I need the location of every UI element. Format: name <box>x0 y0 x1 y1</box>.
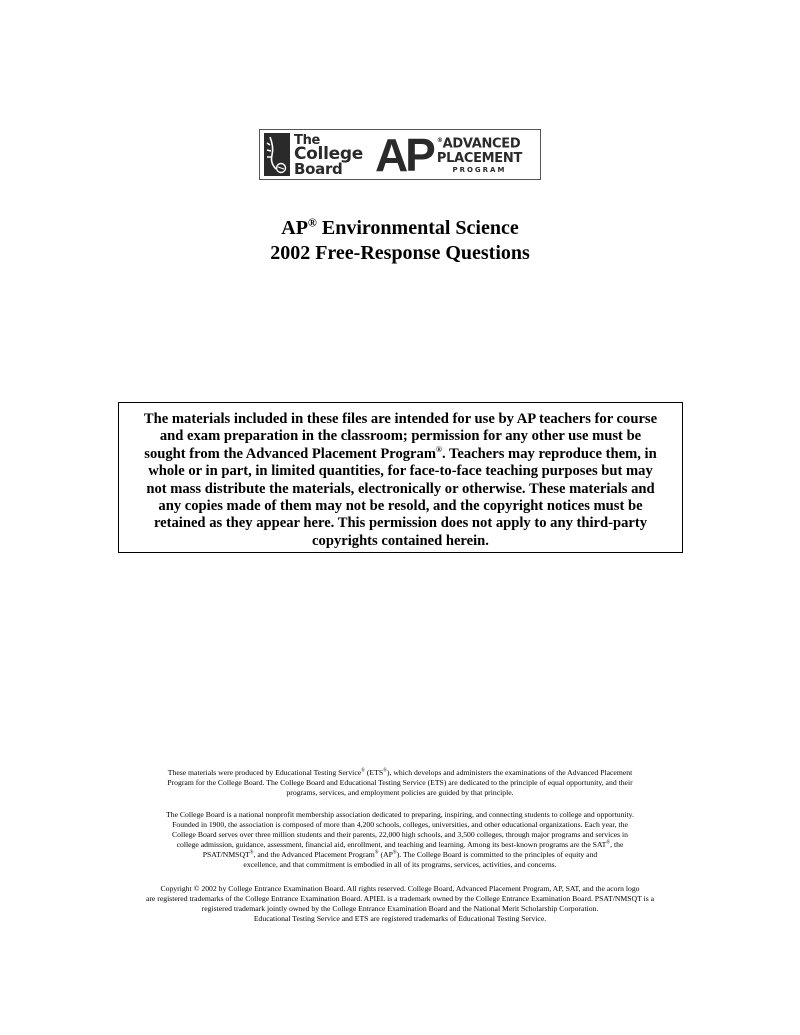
copyright-paragraph: Copyright © 2002 by College Entrance Examination Board. All rights reserved. College Board, Advanced Placement Program, AP, SAT, and the acorn logo are registered trademarks of the College Entrance Examination Board. APIEL is a trademark owned by the College Entrance Examination Board. PSAT/NMSQT is a registered trademark jointly owned by the College Entrance Examination Board and the National Merit Scholarship Corporation. Educational Testing Service and ETS are registered trademarks of Educational Testing Service. <box>145 884 655 924</box>
college-board-paragraph: The College Board is a national nonprofit membership association dedicated to preparing, inspiring, and connecting students to college and opportunity. Founded in 1900, the association is composed of more than 4,200 schools, colleges, universities, and other educational organizations. Each year, the College Board serves over three million students and their parents, 22,000 high schools, and 3,500 colleges, through major programs and services in college admission, guidance, assessment, financial aid, enrollment, and teaching and learning. Among its best-known programs are the SAT®, the PSAT/NMSQT®, and the Advanced Placement Program® (AP®). The College Board is committed to the principles of equity and excellence, and that commitment is embodied in all of its programs, services, activities, and concerns. <box>166 810 634 870</box>
ets-paragraph: These materials were produced by Educational Testing Service® (ETS®), which develops and administers the examinations of the Advanced Placement Program for the College Board. The College Board and Educational Testing Service (ETS) are dedicated to the principle of equal opportunity, and their programs, services, and employment policies are guided by that principle. <box>167 768 633 798</box>
title-line-1: AP® Environmental Science <box>281 215 519 239</box>
college-board-ap-logo <box>259 129 541 180</box>
title-line-2: 2002 Free-Response Questions <box>270 242 530 264</box>
acorn-logo-icon <box>264 133 290 176</box>
ap-logo-letters: AP <box>374 128 433 181</box>
permission-notice-box: The materials included in these files are intended for use by AP teachers for course and exam preparation in the classroom; permission for any other use must be sought from the Advanced Placement Program®. Teachers may reproduce them, in whole or in part, in limited quantities, for face-to-face teaching purposes but may not mass distribute the materials, electronically or otherwise. These materials and any copies made of them may not be resold, and the copyright notices must be retained as they appear here. This permission does not apply to any third-party copyrights contained herein. <box>118 402 683 553</box>
page-title <box>0 216 800 266</box>
advanced-placement-wordmark: ®ADVANCED PLACEMENT PROGRAM <box>436 136 523 174</box>
college-board-wordmark: The College Board <box>294 132 363 178</box>
